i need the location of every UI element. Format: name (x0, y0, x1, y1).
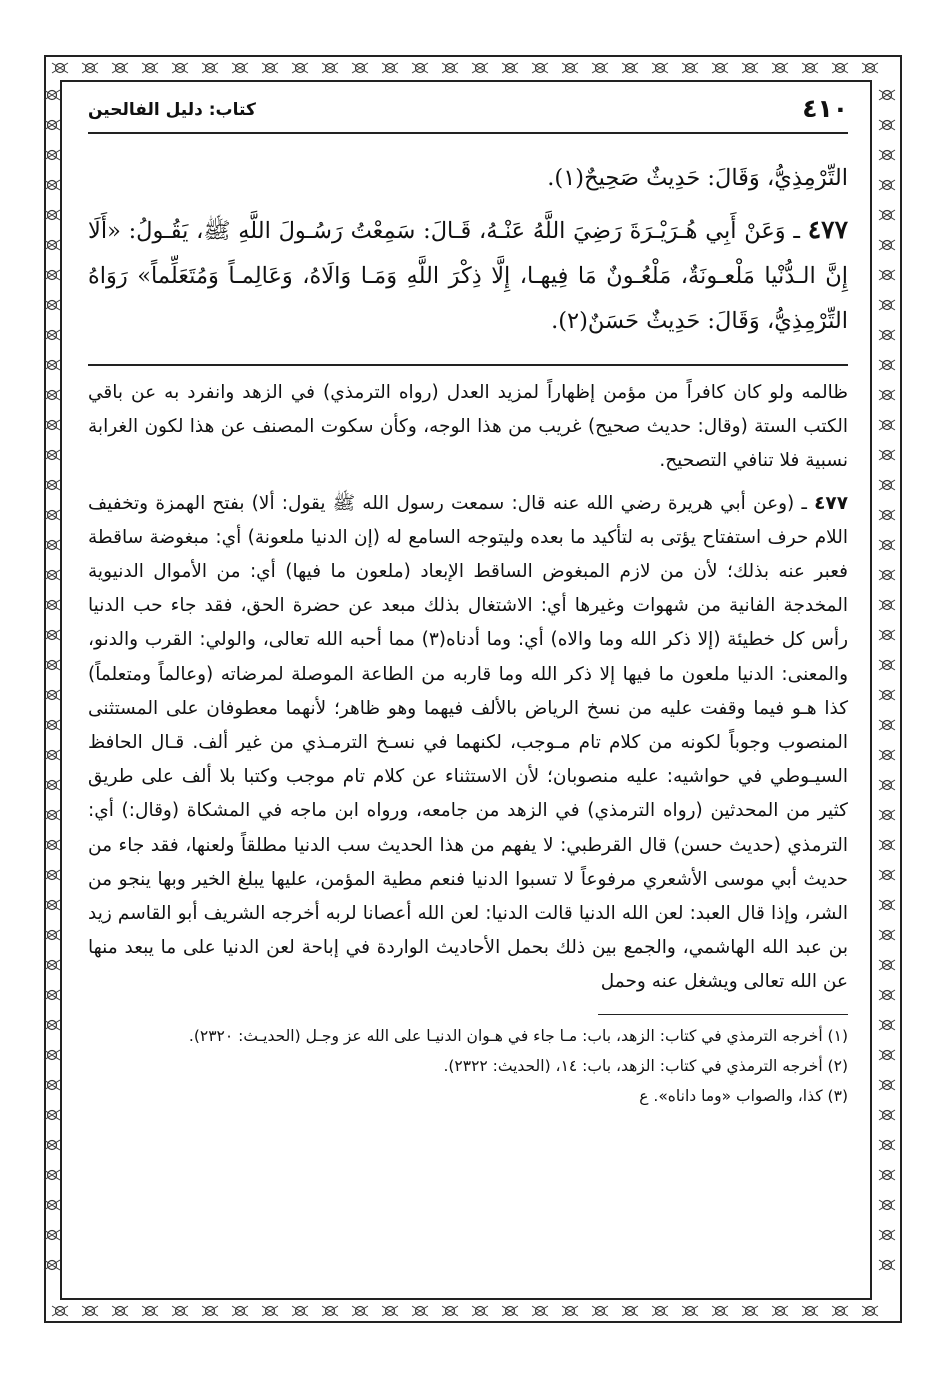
ornament-motif (879, 1140, 895, 1150)
ornament-motif (879, 1020, 895, 1030)
commentary-paragraph-2 (88, 487, 848, 1000)
ornament-motif (44, 690, 60, 700)
footnote-3: (٣) كذا، والصواب «وما داناه». ع (639, 1086, 848, 1105)
ornament-motif (879, 510, 895, 520)
ornament-motif (52, 1306, 68, 1316)
ornament-motif (802, 63, 818, 73)
ornament-motif (44, 270, 60, 280)
ornament-motif (44, 1230, 60, 1240)
footnotes (88, 1021, 848, 1111)
ornament-motif (44, 870, 60, 880)
ornament-motif (532, 63, 548, 73)
ornament-motif (44, 600, 60, 610)
ornament-motif (622, 63, 638, 73)
ornament-motif (802, 1306, 818, 1316)
commentary-paragraph-1: ظالمه ولو كان كافراً من مؤمن إظهاراً لمزيد العدل (رواه الترمذي) في الزهد وانفرد به عن باقي الكتب الستة (وقال: حديث صحيح) غريب من هذا الوجه، وكأن سكوت المصنف عن هذا لكون الغرابة نسبية فلا تنافي التصحيح. (88, 382, 848, 472)
ornament-motif (879, 450, 895, 460)
ornament-motif (82, 1306, 98, 1316)
ornament-motif (44, 180, 60, 190)
ornament-motif (352, 63, 368, 73)
ornament-motif (44, 330, 60, 340)
ornament-motif (44, 1050, 60, 1060)
ornament-motif (862, 1306, 878, 1316)
running-title: كتاب: دليل الفالحين (88, 100, 256, 120)
ornament-motif (879, 330, 895, 340)
ornament-motif (879, 720, 895, 730)
ornament-motif (44, 360, 60, 370)
ornament-motif (879, 120, 895, 130)
page-content (88, 92, 848, 1297)
ornament-motif (879, 210, 895, 220)
ornament-motif (382, 1306, 398, 1316)
ornament-motif (879, 780, 895, 790)
ornament-motif (879, 840, 895, 850)
ornament-motif (112, 63, 128, 73)
ornament-motif (142, 1306, 158, 1316)
hadith-main-text (88, 156, 848, 344)
commentary-hadith-text: ـ (وعن أبي هريرة رضي الله عنه قال: سمعت رسول الله ﷺ يقول: ألا) بفتح الهمزة وتخفيف اللام حرف استفتاح يؤتى به لتأكيد ما بعده وليتوجه السامع له (إن الدنيا ملعونة) أي: مبغوضة ساقطة فعبر عنه بذلك؛ لأن من لازم المبغوض الساقط الإبعاد (ملعون ما فيها) أي: من الأموال الدنيوية المخدجة الفانية من شهوات وغيرها أي: الاشتغال بذلك مبعد عن حضرة الحق، فقد جاء حب الدنيا رأس كل خطيئة (إلا ذكر الله وما والاه) أي: وما أدناه(٣) مما أحبه الله تعالى، والولي: القرب والدنو، والمعنى: الدنيا ملعون ما فيها إلا ذكر الله وما قاربه من الطاعة الموصلة لمرضاته (وعالماً ومتعلماً) كذا هـو فيما وقفت عليه من نسخ الرياض بالألف فيهما وهو ظاهر؛ لأنهما معطوفان على المستثنى المنصوب وجوباً لكونه من كلام تام مـوجب، لكنهما في نسـخ الترمـذي من غير ألف. قـال الحافظ السيـوطي في حواشيه: عليه منصوبان؛ لأن الاستثناء عن كلام تام موجب وكتبا بلا ألف على طريق كثير من المحدثين (رواه الترمذي) في الزهد من جامعه، ورواه ابن ماجه في المشكاة (وقال:) أي: الترمذي (حديث حسن) قال القرطبي: لا يفهم من هذا الحديث سب الدنيا مطلقاً ولعنها، فقد جاء من حديث أبي موسى الأشعري مرفوعاً لا تسبوا الدنيا فنعم مطية المؤمن، عليها يبلغ الخير وبها ينجو من الشر، وإذا قال العبد: لعن الله الدنيا قالت الدنيا: لعن الله أعصانا لربه أخرجه الشريف أبو القاسم زيد بن عبد الله الهاشمي، والجمع بين ذلك بحمل الأحاديث الواردة في إباحة لعن الدنيا على ما يبعد منها عن الله تعالى ويشغل عنه وحمل (88, 492, 848, 993)
commentary-text (88, 376, 848, 1000)
ornament-motif (232, 1306, 248, 1316)
ornament-motif (442, 1306, 458, 1316)
ornament-motif (44, 510, 60, 520)
ornament-motif (172, 1306, 188, 1316)
ornament-motif (44, 1110, 60, 1120)
ornament-motif (44, 840, 60, 850)
ornament-motif (879, 390, 895, 400)
ornament-motif (44, 720, 60, 730)
ornament-motif (142, 63, 158, 73)
ornament-motif (879, 570, 895, 580)
ornament-motif (879, 630, 895, 640)
ornament-motif (202, 1306, 218, 1316)
ornament-motif (44, 570, 60, 580)
commentary-hadith-number: ٤٧٧ (814, 492, 848, 514)
ornament-motif (44, 240, 60, 250)
ornament-motif (879, 870, 895, 880)
ornament-motif (879, 270, 895, 280)
ornament-motif (879, 420, 895, 430)
ornament-motif (879, 1110, 895, 1120)
ornament-motif (352, 1306, 368, 1316)
ornament-motif (442, 63, 458, 73)
ornament-motif (44, 660, 60, 670)
ornament-motif (412, 63, 428, 73)
matn-hadith-paragraph (88, 207, 848, 344)
ornament-motif (879, 1260, 895, 1270)
footnote-1: (١) أخرجه الترمذي في كتاب: الزهد، باب: مـا جاء في هـوان الدنيـا على الله عز وجـل (الحديـث: ٢٣٢٠). (188, 1026, 848, 1045)
ornament-motif (879, 150, 895, 160)
ornament-motif (44, 450, 60, 460)
ornament-motif (879, 90, 895, 100)
ornament-motif (879, 360, 895, 370)
hadith-number: ٤٧٧ (807, 215, 849, 244)
ornament-motif (879, 990, 895, 1000)
ornament-motif (44, 1260, 60, 1270)
matn-intro-line: التِّرْمِذِيُّ، وَقَالَ: حَدِيثٌ صَحِيحٌ(١). (547, 165, 848, 191)
ornament-motif (44, 480, 60, 490)
ornament-motif (292, 1306, 308, 1316)
ornament-motif (532, 1306, 548, 1316)
ornament-motif (879, 600, 895, 610)
ornament-motif (879, 960, 895, 970)
ornament-motif (112, 1306, 128, 1316)
ornament-motif (44, 630, 60, 640)
ornament-motif (879, 180, 895, 190)
ornament-motif (772, 1306, 788, 1316)
ornament-motif (262, 63, 278, 73)
ornament-motif (742, 63, 758, 73)
ornament-motif (322, 1306, 338, 1316)
ornament-motif (879, 1080, 895, 1090)
ornament-motif (879, 300, 895, 310)
ornament-motif (712, 63, 728, 73)
ornament-motif (622, 1306, 638, 1316)
ornament-motif (712, 1306, 728, 1316)
ornament-motif (832, 63, 848, 73)
ornament-motif (44, 930, 60, 940)
ornament-motif (322, 63, 338, 73)
ornament-motif (44, 810, 60, 820)
ornament-motif (44, 1080, 60, 1090)
ornament-motif (44, 960, 60, 970)
ornament-motif (44, 390, 60, 400)
text-divider (88, 364, 848, 366)
ornament-motif (412, 1306, 428, 1316)
ornament-motif (682, 63, 698, 73)
ornament-motif (44, 420, 60, 430)
ornament-motif (879, 900, 895, 910)
hadith-text: ـ وَعَنْ أَبِي هُـرَيْـرَةَ رَضِيَ اللَّهُ عَنْـهُ، قَـالَ: سَمِعْتُ رَسُـولَ اللَّهِ ﷺ، يَقُـولُ: «أَلَا إِنَّ الـدُّنْيا مَلْعـونَةٌ، مَلْعُـونٌ مَا فِيهـا، إِلَّا ذِكْرَ اللَّهِ وَمَـا وَالَاهُ، وَعَالِمـاً وَمُتَعَلِّماً» رَوَاهُ التِّرْمِذِيُّ، وَقَالَ: حَدِيثٌ حَسَنٌ(٢). (88, 218, 848, 334)
ornament-motif (262, 1306, 278, 1316)
ornament-motif (472, 63, 488, 73)
ornament-motif (879, 810, 895, 820)
ornament-motif (44, 990, 60, 1000)
ornament-motif (879, 480, 895, 490)
ornament-motif (879, 1170, 895, 1180)
ornament-motif (44, 150, 60, 160)
ornament-motif (879, 690, 895, 700)
ornament-motif (44, 780, 60, 790)
ornament-motif (44, 210, 60, 220)
ornament-motif (202, 63, 218, 73)
ornament-motif (862, 63, 878, 73)
ornament-motif (592, 1306, 608, 1316)
ornament-motif (44, 900, 60, 910)
ornament-motif (879, 1200, 895, 1210)
ornament-motif (44, 90, 60, 100)
ornament-motif (879, 660, 895, 670)
ornament-motif (879, 750, 895, 760)
ornament-motif (562, 1306, 578, 1316)
ornament-motif (592, 63, 608, 73)
page-header (88, 92, 848, 134)
footnote-2: (٢) أخرجه الترمذي في كتاب: الزهد، باب: ١٤، (الحديث: ٢٣٢٢). (443, 1056, 848, 1075)
ornament-motif (44, 1140, 60, 1150)
ornament-motif (44, 1200, 60, 1210)
ornament-motif (652, 1306, 668, 1316)
ornament-motif (292, 63, 308, 73)
ornament-motif (742, 1306, 758, 1316)
ornament-motif (652, 63, 668, 73)
ornament-motif (879, 930, 895, 940)
ornament-motif (502, 1306, 518, 1316)
ornament-motif (52, 63, 68, 73)
ornament-motif (44, 1020, 60, 1030)
ornament-motif (44, 750, 60, 760)
ornament-motif (502, 63, 518, 73)
ornament-motif (44, 120, 60, 130)
ornament-motif (232, 63, 248, 73)
ornament-motif (44, 300, 60, 310)
ornament-motif (44, 540, 60, 550)
footnote-divider (598, 1014, 848, 1015)
ornament-motif (879, 540, 895, 550)
ornament-motif (682, 1306, 698, 1316)
ornament-motif (382, 63, 398, 73)
ornament-motif (879, 1230, 895, 1240)
ornament-motif (82, 63, 98, 73)
ornament-motif (562, 63, 578, 73)
ornament-motif (472, 1306, 488, 1316)
ornament-motif (772, 63, 788, 73)
ornament-motif (832, 1306, 848, 1316)
ornament-motif (879, 240, 895, 250)
ornament-motif (172, 63, 188, 73)
ornament-motif (44, 1170, 60, 1180)
page-number: ٤١٠ (802, 94, 848, 123)
ornament-motif (879, 1050, 895, 1060)
